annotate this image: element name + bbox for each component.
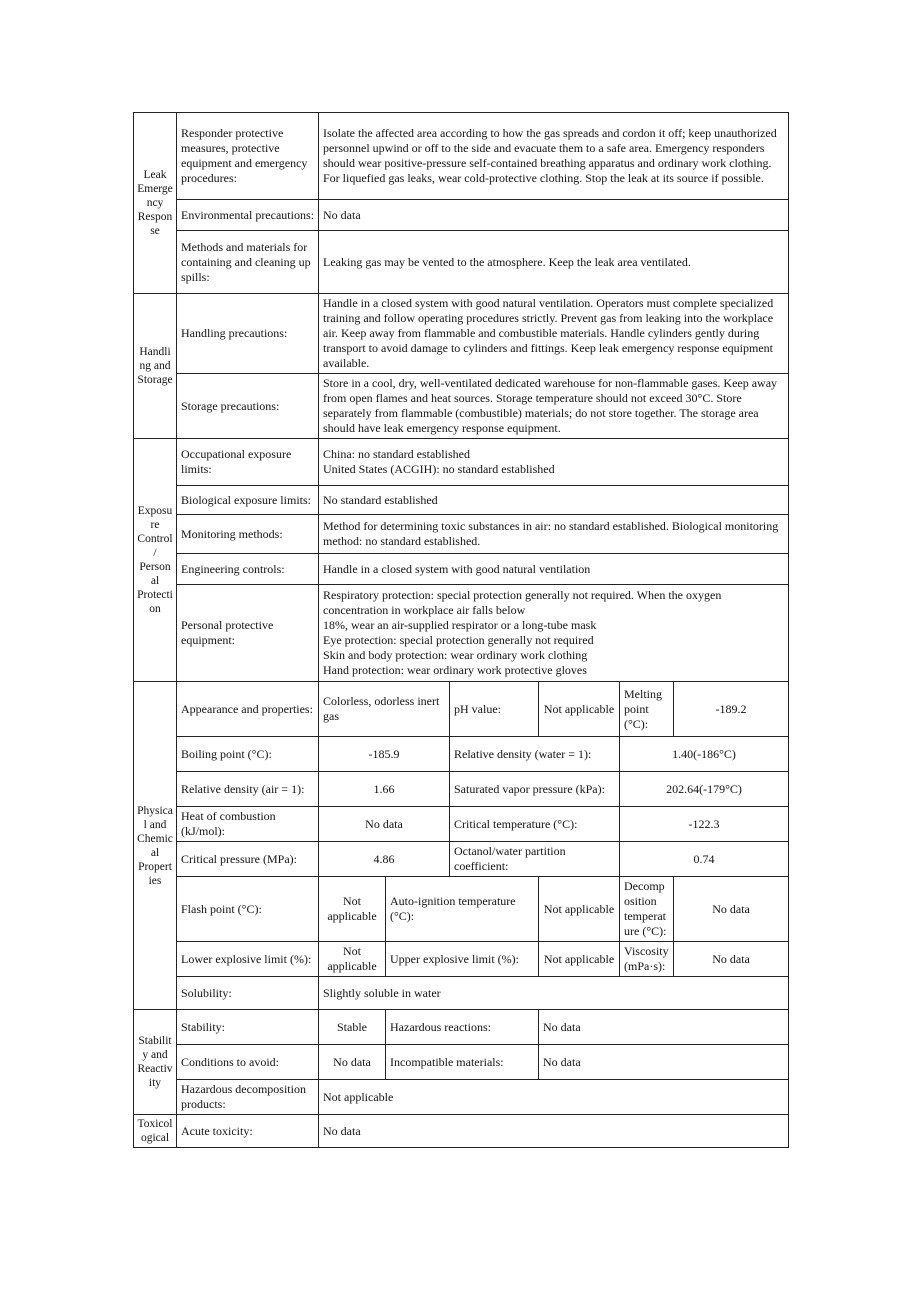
haz-react-value: No data [539,1010,789,1045]
acute-value: No data [319,1115,789,1148]
oel-acgih: United States (ACGIH): no standard established [323,462,555,476]
autoign-label: Auto-ignition temperature (°C): [386,877,539,942]
section-handling: Handling and Storage [134,294,177,439]
visc-value: No data [674,942,789,977]
appearance-label: Appearance and properties: [177,682,319,737]
exposure-personal-value [319,585,789,682]
lel-label: Lower explosive limit (%): [177,942,319,977]
exposure-oel-value [319,439,789,486]
rd-water-value: 1.40(-186°C) [620,737,789,772]
exposure-monitor-label: Monitoring methods: [177,515,319,554]
appearance-value: Colorless, odorless inert gas [319,682,450,737]
lel-value: Not applicable [319,942,386,977]
handling-store-label: Storage precautions: [177,374,319,439]
decomp-temp-value: No data [674,877,789,942]
exposure-personal-label: Personal protective equipment: [177,585,319,682]
exposure-eng-value: Handle in a closed system with good natural ventilation [319,554,789,585]
decomp-products-value: Not applicable [319,1080,789,1115]
uel-value: Not applicable [539,942,620,977]
section-leak: Leak Emergency Response [134,113,177,294]
vp-value: 202.64(-179°C) [620,772,789,807]
heat-value: No data [319,807,450,842]
mp-value: -189.2 [674,682,789,737]
logp-label: Octanol/water partition coefficient: [450,842,620,877]
sol-label: Solubility: [177,977,319,1010]
flash-value: Not applicable [319,877,386,942]
leak-cleanup-value: Leaking gas may be vented to the atmosphere. Keep the leak area ventilated. [319,231,789,294]
section-exposure: Exposure Control / Personal Protection [134,439,177,682]
autoign-value: Not applicable [539,877,620,942]
rd-air-label: Relative density (air = 1): [177,772,319,807]
incompat-label: Incompatible materials: [386,1045,539,1080]
cp-value: 4.86 [319,842,450,877]
mp-label: Melting point (°C): [620,682,674,737]
oel-china: China: no standard established [323,447,470,461]
ct-label: Critical temperature (°C): [450,807,620,842]
handling-store-value: Store in a cool, dry, well-ventilated dedicated warehouse for non-flammable gases. Keep away from open flames and heat sources. Storage temperature should not exceed 30°C. Store separately from flammable (combustible) materials; do not store together. The storage area should have leak emergency response equipment. [319,374,789,439]
bp-value: -185.9 [319,737,450,772]
leak-cleanup-label: Methods and materials for containing and cleaning up spills: [177,231,319,294]
leak-ppe-value: Isolate the affected area according to how the gas spreads and cordon it off; keep unauthorized personnel upwind or off to the side and evacuate them to a safe area. Emergency responders should wear positive-pressure self-contained breathing apparatus and ordinary work clothing. For liquefied gas leaks, wear cold-protective clothing. Stop the leak at its source if possible. [319,113,789,200]
stab-label: Stability: [177,1010,319,1045]
personal-line-3: Eye protection: special protection generally not required [323,633,594,647]
bp-label: Boiling point (°C): [177,737,319,772]
personal-line-2: 18%, wear an air-supplied respirator or a long-tube mask [323,618,597,632]
incompat-value: No data [539,1045,789,1080]
leak-env-label: Environmental precautions: [177,200,319,231]
avoid-label: Conditions to avoid: [177,1045,319,1080]
exposure-oel-label: Occupational exposure limits: [177,439,319,486]
msds-table [133,112,789,1148]
rd-water-label: Relative density (water = 1): [450,737,620,772]
decomp-temp-label: Decomposition temperature (°C): [620,877,674,942]
heat-label: Heat of combustion (kJ/mol): [177,807,319,842]
flash-label: Flash point (°C): [177,877,319,942]
avoid-value: No data [319,1045,386,1080]
acute-label: Acute toxicity: [177,1115,319,1148]
uel-label: Upper explosive limit (%): [386,942,539,977]
exposure-eng-label: Engineering controls: [177,554,319,585]
section-tox: Toxicological [134,1115,177,1148]
exposure-bio-label: Biological exposure limits: [177,486,319,515]
personal-line-1: Respiratory protection: special protection generally not required. When the oxygen concentration in workplace air falls below [323,588,722,617]
leak-env-value: No data [319,200,789,231]
personal-line-4: Skin and body protection: wear ordinary work clothing [323,648,588,662]
haz-react-label: Hazardous reactions: [386,1010,539,1045]
handling-op-value: Handle in a closed system with good natural ventilation. Operators must complete specialized training and follow operating procedures strictly. Prevent gas from leaking into the workplace air. Keep away from flammable and combustible materials. Handle cylinders gently during transport to avoid damage to cylinders and fittings. Keep leak emergency response equipment available. [319,294,789,374]
leak-ppe-label: Responder protective measures, protective equipment and emergency procedures: [177,113,319,200]
cp-label: Critical pressure (MPa): [177,842,319,877]
visc-label: Viscosity (mPa·s): [620,942,674,977]
stab-value: Stable [319,1010,386,1045]
vp-label: Saturated vapor pressure (kPa): [450,772,620,807]
section-stability: Stability and Reactivity [134,1010,177,1115]
exposure-bio-value: No standard established [319,486,789,515]
section-physchem: Physical and Chemical Properties [134,682,177,1010]
ph-value: Not applicable [539,682,620,737]
handling-op-label: Handling precautions: [177,294,319,374]
sol-value: Slightly soluble in water [319,977,789,1010]
ct-value: -122.3 [620,807,789,842]
ph-label: pH value: [450,682,539,737]
exposure-monitor-value: Method for determining toxic substances in air: no standard established. Biological monitoring method: no standard established. [319,515,789,554]
decomp-products-label: Hazardous decomposition products: [177,1080,319,1115]
rd-air-value: 1.66 [319,772,450,807]
logp-value: 0.74 [620,842,789,877]
personal-line-5: Hand protection: wear ordinary work protective gloves [323,663,587,677]
